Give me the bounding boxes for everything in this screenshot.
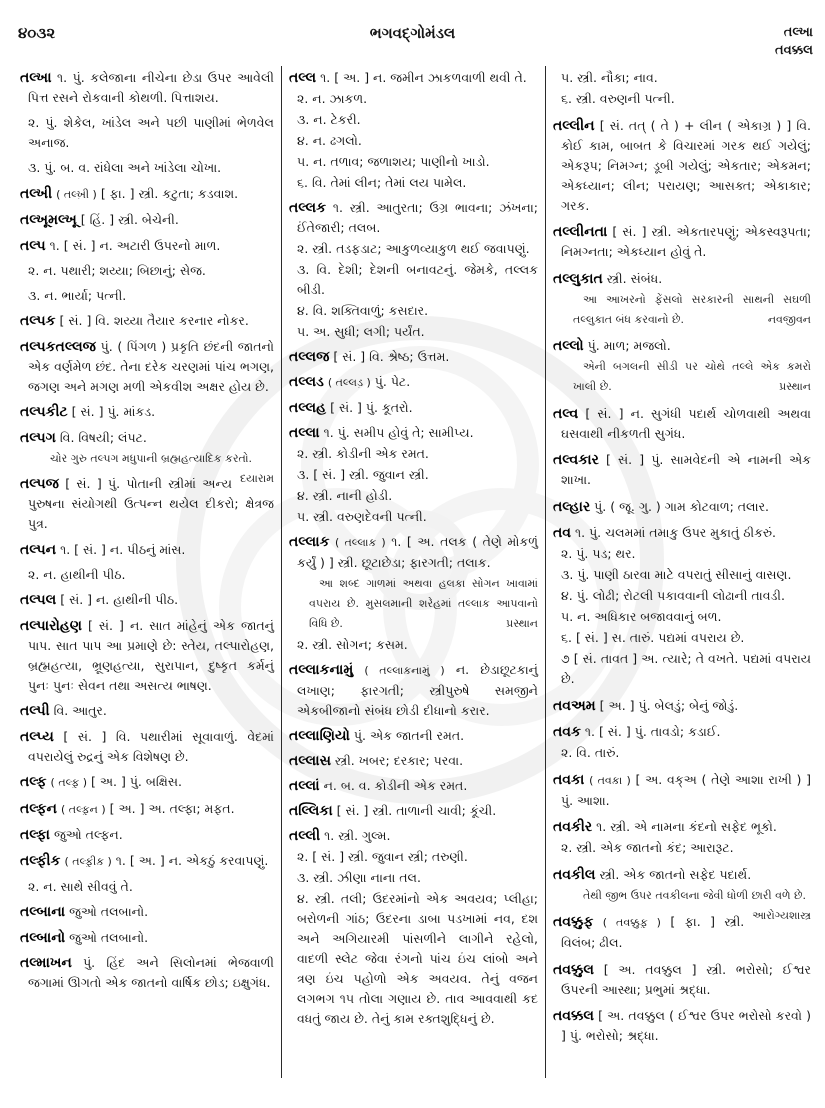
sense-line: ૨. ન. પથારી; શય્યા; બિછાનું; સેજ.: [28, 262, 206, 278]
headword: તવક્કુલ: [553, 961, 594, 978]
definition-text: ૧. [ અ. તલક ( તેણે મોકળું કર્યું ) ] સ્ત્રી. છૂટાછેડા; ફારગતી; તલાક.: [297, 534, 538, 570]
definition-text: વિ. વિષયી; લંપટ.: [59, 429, 147, 445]
citation-quote: [289, 574, 538, 634]
headword: તલ્પ્ય: [20, 728, 54, 745]
dictionary-entry: [289, 726, 538, 746]
dictionary-entry: [553, 1006, 811, 1046]
definition-text: [ સં. ] વિ. શ્રેષ્ઠ; ઉત્તમ.: [333, 349, 450, 364]
dictionary-entry: [553, 269, 811, 289]
headword: તલ્વકાર: [553, 452, 599, 468]
sense-line: ૨. પું. શેકેલ, ખાંડેલ અને પછી પાણીમાં ભેળવેલ અનાજ.: [28, 115, 274, 150]
headword: તલ્લાં: [289, 778, 320, 794]
sense-line: ૨. [ સં. ] સ્ત્રી. જુવાન સ્ત્રી; તરુણી.: [297, 849, 468, 864]
dictionary-entry: [289, 198, 538, 238]
quote-text: તેથી જીભ ઉપર તવકીલના જેવી ધોળી છારી વળે છે.: [583, 888, 807, 902]
citation-quote: [553, 290, 811, 330]
definition-text: પું. પેટ.: [374, 374, 411, 389]
dictionary-entry: [553, 960, 811, 1000]
headword: તલ્પલ: [20, 592, 57, 608]
headword: તલ્હાર: [553, 498, 591, 515]
dictionary-entry: [20, 851, 274, 872]
dictionary-entry: [289, 347, 538, 367]
sense-line: ૩. પું. પાણી ઠારવા માટે વપરાતું સીસાનું વાસણ.: [561, 567, 792, 582]
definition-text: ૧. સ્ત્રી. આતુરતા; ઉગ્ર ભાવના; ઝંખના; ઈંતેજારી; તલબ.: [297, 200, 538, 235]
definition-text: [ સં. ] પું. પોતાની સ્ત્રીમાં અન્ય પુરુષના સંયોગથી ઉત્પન્ન થયેલ દીકરો; ક્ષેત્રજ પુત્ર.: [28, 476, 274, 531]
definition-text: [ સં. ] વિ. શય્યા તૈયાર કરનાર નોકર.: [59, 313, 249, 328]
column-divider: [545, 66, 546, 1078]
headword: તલ્લો: [553, 338, 584, 354]
definition-text: ૧. સ્ત્રી. ગુલ્મ.: [324, 828, 391, 843]
headword: તલ્લીન: [553, 117, 595, 134]
dictionary-entry: [553, 817, 811, 837]
sense-line: ૭ [ સં. તાવત ] અ. ત્યારે; તે વખતે. પદ્યમાં વપરાય છે.: [561, 651, 811, 686]
dictionary-entry: [20, 701, 274, 721]
headword: તલ્ફા: [20, 827, 50, 843]
book-title: ભગવદ્ગોમંડલ: [369, 24, 456, 42]
definition-text: પું. ( જૂ. ગુ. ) ગામ કોટવાળ; તલાર.: [594, 498, 770, 514]
dictionary-entry: [20, 184, 274, 205]
dictionary-entry: [553, 222, 811, 262]
headword: તલ્લડ: [289, 374, 324, 390]
definition-text: પું. એક જાતની રમત.: [353, 728, 465, 743]
definition-text: [ સં. ] સ્ત્રી. તાળાની ચાવી; કૂંચી.: [336, 803, 497, 818]
headword: તલ્ખી: [20, 185, 53, 202]
quote-source: પ્રસ્થાન: [506, 617, 538, 630]
dictionary-entry: [553, 450, 811, 490]
sense-line: ૨. ન. હાથીની પીઠ.: [28, 566, 126, 582]
definition-text: સ્ત્રી. ખબર; દરકાર; પરવા.: [334, 753, 464, 768]
headword: તલ્પ: [20, 237, 46, 254]
definition-text: [ અ. તવક્કુલ ] સ્ત્રી. ભરોસો; ઈશ્વર ઉપરની આસ્થા; પ્રભુમાં શ્રદ્ધા.: [561, 961, 811, 997]
pronunciation: ( તલ્ફ઼ ): [50, 776, 87, 789]
dictionary-entry: [553, 336, 811, 356]
dictionary-entry: [553, 770, 811, 811]
sense-line: ૩. ન. ભાર્યા; પત્ની.: [28, 287, 127, 303]
definition-text: [ સં. ] ન. હાથીની પીઠ.: [60, 592, 179, 607]
dictionary-entry: [20, 902, 274, 922]
dictionary-entry: [289, 398, 538, 418]
dictionary-entry: [20, 337, 274, 397]
sense-line: ૬. [ સં. ] સ. તારું. પદ્યમાં વપરાય છે.: [561, 630, 745, 645]
definition-text: સ્ત્રી. એક જાતનો સફેદ પદાર્થ.: [599, 866, 752, 882]
definition-text: જુઓ તલબાનો.: [69, 904, 149, 919]
definition-text: ન. છેડાછૂટકાનું લખાણ; ફારગતી; સ્ત્રીપુરુષે સમજીને એકબીજાનો સંબંધ છોડી દીધાનો કરાર.: [297, 662, 538, 718]
pronunciation: ( તલ્લાક઼ ): [335, 536, 386, 549]
headword: તવઅમ: [553, 697, 596, 714]
guide-word-last: તવક્કલ: [775, 43, 813, 58]
headword: તલ્લાકનામું: [289, 662, 354, 678]
headword: તલ્ખા: [20, 70, 52, 86]
definition-text: [ સં. તત્ ( તે ) + લીન ( એકાગ્ર ) ] વિ. કોઈ કામ, બાબત કે વિચારમાં ગરક થઈ ગયેલું; એકરૂપ; નિમગ્ન; ડૂબી ગયેલું; એકતાર; એકમન; એકધ્યાન; લીન; પરાયણ; આસક્ત; એકાકાર; ગરક.: [561, 117, 811, 213]
headword: તલ્વ: [553, 405, 579, 422]
dictionary-entry: [20, 311, 274, 331]
definition-text: [ સં. ] પું. સામવેદની એ નામની એક શાખા.: [561, 452, 811, 487]
pronunciation: ( તલ્લડ઼ ): [327, 376, 371, 389]
dictionary-entry: [20, 402, 274, 422]
dictionary-entry: [20, 825, 274, 845]
headword: તલ્લાણિયો: [289, 728, 350, 744]
definition-text: પું. ( પિંગળ ) પ્રકૃતિ છંદની જાતનો એક વર્ણમેળ છંદ. તેના દરેક ચરણમાં પાંચ ભગણ, જગણ અને મગણ મળી એકવીશ અક્ષર હોય છે.: [28, 338, 274, 394]
definition-text: [ સં. ] સ્ત્રી. એકતારપણું; એકસ્વરૂપતા; નિમગ્નતા; એકધ્યાન હોવું તે.: [561, 224, 811, 259]
dictionary-entry: [20, 474, 274, 534]
sense-line: ૪. વિ. શક્તિવાળું; કસદાર.: [297, 303, 429, 318]
dictionary-entry: [553, 404, 811, 444]
sense-line: ૨. પું. પડ; થર.: [561, 546, 636, 561]
headword: તલ્બાના: [20, 904, 66, 920]
sense-line: ૩. ન. ટેકરી.: [297, 112, 361, 127]
column-middle: [289, 68, 538, 1029]
headword: તલ્લ: [289, 70, 317, 86]
headword: તલ્પજ: [20, 476, 59, 492]
dictionary-entry: [20, 590, 274, 610]
dictionary-entry: [289, 423, 538, 443]
headword: તલ્પી: [20, 703, 50, 719]
sense-line: ૨. ન. સાથે સીવવું તે.: [28, 878, 133, 894]
dictionary-entry: [289, 826, 538, 846]
headword: તવક્કુફ: [553, 914, 594, 930]
dictionary-entry: [20, 799, 274, 820]
quote-source: દયારામ: [239, 471, 274, 485]
definition-text: [ સં. ] ન. સુગંધી પદાર્થ ચોળવાથી અથવા ઘસવાથી નીકળતી સુગંધ.: [561, 405, 811, 441]
quote-text: એની બગલની સીડી પર ચોથે તલ્લે એક કમરો ખાલી છે.: [573, 360, 811, 393]
definition-text: [ હિં. ] સ્ત્રી. બેચેની.: [80, 212, 179, 227]
dictionary-entry: [289, 801, 538, 821]
headword: તલ્ખૂમલ્ખૂ: [20, 212, 77, 228]
headword: તલ્પારોહણ: [20, 617, 82, 634]
headword: તલ્લાસ: [289, 753, 331, 769]
definition-text: [ અ. તવક્કુલ ( ઈશ્વર ઉપર ભરોસો કરવો ) ] પું. ભરોસો; શ્રદ્ધા.: [561, 1008, 811, 1043]
headword: તલ્લાક: [289, 534, 330, 550]
headword: તલ્બાનો: [20, 929, 66, 946]
pronunciation: ( તવક્કુફ઼ ): [602, 916, 661, 929]
sense-line: ૪. પું. લોઢી; રોટલી પકાવવાની લોઢાની તાવડી.: [561, 588, 785, 603]
sense-line: ૨. ન. ઝાકળ.: [297, 91, 368, 106]
definition-text: [ સં. ] વિ. પથારીમાં સૂવાવાળું. વેદમાં વપરાયેલું રુદ્રનું એક વિશેષણ છે.: [28, 728, 274, 764]
sense-line: ૩. વિ. દેશી; દેશની બનાવટનું. જેમકે, તલ્લક બીડી.: [297, 262, 538, 297]
column-divider: [281, 66, 282, 1078]
definition-text: [ અ. ] અ. તલ્ફા; મફત.: [109, 800, 235, 816]
headword: તલ્લીનતા: [553, 224, 608, 240]
dictionary-entry: [553, 497, 811, 517]
headword: તલ્પકીટ: [20, 404, 68, 420]
sense-line: ૨. સ્ત્રી. કોડીની એક રમત.: [297, 446, 429, 461]
definition-text: વિ. આતુર.: [53, 703, 107, 718]
citation-quote: [553, 357, 811, 397]
quote-text: ચોર ગુરુ તલ્પગ મધુપાની બ્રહ્મહત્યાદિક કરતો.: [50, 451, 253, 465]
quote-source: નવજીવન: [767, 312, 811, 326]
sense-line: ૪. સ્ત્રી. તલી; ઉદરમાંનો એક અવયવ; પ્લીહા; બરોળની ગાંઠ; ઉદરના ડાબા પડખામાં નવ, દશ અને અગિયારમી પાંસળીને લાગીને રહેલો, વાદળી સ્લેટ જેવા રંગનો પાંચ ઇંચ લાંબો અને ત્રણ ઇંચ પહોળો એક અવયવ. તેનું વજન લગભગ ૧૫ તોલા ગણાય છે. તાવ આવવાથી કદ વધતું જાય છે. તેનું કામ રક્તશુદ્ધિનું છે.: [297, 891, 538, 1026]
definition-text: પું. માળ; મજલો.: [587, 338, 671, 353]
headword: તલ્ફ: [20, 774, 47, 790]
sense-line: ૫. સ્ત્રી. નૌકા; નાવ.: [561, 70, 658, 85]
sense-line: ૬. વિ. તેમાં લીન; તેમાં લય પામેલ.: [297, 175, 467, 190]
definition-text: પું. હિંદ અને સિલોનમાં ભેજવાળી જગામાં ઊગતો એક જાતનો વાર્ષિક છોડ; ઇક્ષુગંધ.: [28, 955, 274, 990]
dictionary-entry: [553, 696, 811, 716]
dictionary-entry: [553, 912, 811, 953]
pronunciation: ( તલ્ફ઼ીક઼ ): [64, 854, 112, 868]
definition-text: ૧. પું. સમીપ હોવું તે; સામીપ્ય.: [323, 425, 474, 440]
definition-text: [ સં. ] ન. સાત માંહેનું એક જાતનું પાપ. સાત પાપ આ પ્રમાણે છે: સ્તેય, તલ્પારોહણ, બ્રહ્મહત્યા, ભ્રૂણહત્યા, સુરાપાન, દુષ્કૃત કર્મનું પુનઃ પુનઃ સેવન તથા અસત્ય ભાષણ.: [28, 617, 274, 693]
headword: તવકીલ: [553, 866, 596, 883]
definition-text: ૧. [ અ. ] ન. જમીન ઝાકળવાળી થવી તે.: [320, 70, 527, 85]
definition-text: ૧. [ સં. ] ન. પીઠનું માંસ.: [60, 541, 186, 557]
headword: તવકીર: [553, 819, 593, 835]
dictionary-entry: [20, 928, 274, 948]
dictionary-entry: [289, 68, 538, 88]
definition-text: ૧. પું. ચલમમાં તમાકુ ઉપર મુકાતું ઠીકરું.: [575, 525, 777, 540]
dictionary-entry: [20, 540, 274, 560]
sense-line: ૨. વિ. તારું.: [561, 745, 620, 760]
headword: તલ્લા: [289, 425, 320, 441]
sense-line: ૬. સ્ત્રી. વરુણની પત્ની.: [561, 91, 675, 106]
quote-source: પ્રસ્થાન: [779, 380, 811, 393]
quote-text: આ આખરનો ફેંસલો સરકારની સાથની સઘળી તલ્લુકાત બંધ કરવાનો છે.: [573, 292, 811, 326]
definition-text: ૧. સ્ત્રી. એ નામના કંદનો સફેદ ભૂકો.: [596, 819, 777, 834]
quote-text: આ શબ્દ ગાળમાં અથવા હલકા સોગન ખાવામાં વપરાય છે. મુસલમાની શરેહમાં તલ્લાક આપવાનો વિધિ છે.: [309, 577, 538, 630]
dictionary-entry: [20, 236, 274, 256]
dictionary-entry: [20, 68, 274, 108]
definition-text: જુઓ તલ્ફન.: [53, 827, 123, 842]
definition-text: [ અ. ] પું. બેલડું; બેનું જોડું.: [599, 697, 739, 713]
sense-line: ૨. સ્ત્રી. તડફડાટ; આકુળવ્યાકુળ થઈ જવાપણું.: [297, 241, 530, 256]
sense-line: ૫. ન. તળાવ; જળાશય; પાણીનો ખાડો.: [297, 154, 490, 169]
definition-text: સ્ત્રી. સંબંધ.: [606, 270, 663, 286]
dictionary-entry: [289, 776, 538, 796]
headword: તલ્માખન: [20, 955, 72, 971]
headword: તલ્લુકાત: [553, 270, 603, 287]
definition-text: [ સં. ] પું. કૂતરો.: [330, 400, 413, 415]
dictionary-entry: [289, 532, 538, 573]
page-number: ૪૦૩૨: [18, 24, 56, 42]
guide-words: [775, 24, 813, 60]
sense-line: ૪. સ્ત્રી. નાની હોડી.: [297, 488, 393, 503]
column-left: [20, 68, 274, 993]
definition-text: ૧. [ અ. ] ન. એકઠું કરવાપણું.: [115, 852, 269, 868]
sense-line: ૨. સ્ત્રી. એક જાતનો કંદ; આરારૂટ.: [561, 840, 734, 855]
pronunciation: ( તલ્ફ઼ન ): [60, 802, 106, 816]
headword: તવકા: [553, 771, 585, 788]
sense-line: ૩. પું. બ. વ. રાંધેલા અને ખાંડેલા ચોખા.: [28, 160, 222, 175]
dictionary-entry: [289, 660, 538, 721]
headword: તલ્લિકા: [289, 803, 333, 819]
headword: તવક: [553, 724, 581, 740]
pronunciation: ( તવક઼ા ): [589, 773, 631, 787]
column-right: [553, 68, 811, 1046]
headword: તલ્પગ: [20, 429, 56, 446]
sense-line: ૩. સ્ત્રી. ઝીણા નાના તલ.: [297, 870, 421, 885]
definition-text: જુઓ તલબાનો.: [69, 929, 149, 945]
dictionary-entry: [20, 210, 274, 230]
headword: તલ્પન: [20, 541, 57, 558]
headword: તલ્પક: [20, 313, 56, 329]
sense-line: ૫. સ્ત્રી. વરુણદેવની પત્ની.: [297, 509, 427, 524]
sense-line: ૪. ન. ઢગલો.: [297, 133, 362, 148]
definition-text: [ ફા. ] સ્ત્રી. વિલંબ; ઢીલ.: [561, 914, 745, 950]
sense-line: ૫. અ. સુધી; લગી; પર્યંત.: [297, 324, 425, 339]
headword: તલ્લી: [289, 828, 321, 844]
definition-text: [ અ. ] પું. બક્ષિસ.: [90, 774, 182, 789]
headword: તલ્લહ: [289, 400, 327, 416]
pronunciation: ( તલ્લાક઼નામું ): [364, 664, 445, 677]
guide-word-first: તલ્ખા: [783, 25, 813, 40]
dictionary-entry: [20, 772, 274, 793]
definition-text: ન. બ. વ. કોડીની એક રમત.: [323, 778, 468, 793]
headword: તલ્ફીક: [20, 852, 61, 869]
sense-line: ૨. સ્ત્રી. સોગન; કસમ.: [297, 637, 408, 652]
dictionary-entry: [20, 727, 274, 767]
sense-line: ૫. ન. અધિકાર બજાવવાનું બળ.: [561, 609, 722, 624]
headword: તવક્કલ: [553, 1008, 594, 1024]
definition-text: [ ફા. ] સ્ત્રી. કટુતા; કડવાશ.: [100, 185, 239, 201]
dictionary-entry: [553, 722, 811, 742]
definition-text: ૧. પું. કલેજાના નીચેના છેડા ઉપર આવેલી પિત્ત રસને રોકવાની કોથળી. પિત્તાશય.: [28, 70, 274, 105]
quote-source: આરોગ્યશાસ્ત્ર: [752, 908, 811, 922]
dictionary-entry: [20, 428, 274, 448]
sense-line: ૩. [ સં. ] સ્ત્રી. જુવાન સ્ત્રી.: [297, 467, 429, 482]
dictionary-entry: [20, 616, 274, 696]
headword: તલ્લજ: [289, 349, 330, 365]
definition-text: ૧. [ સં. ] પું. તાવડો; કડાઈ.: [584, 724, 721, 739]
headword: તલ્ફન: [20, 800, 57, 817]
dictionary-entry: [553, 865, 811, 885]
dictionary-entry: [20, 953, 274, 993]
definition-text: [ અ. વક્અ ( તેણે આશા રાખી ) ] પું. આશા.: [561, 771, 811, 808]
dictionary-entry: [553, 116, 811, 216]
headword: તવ: [553, 525, 572, 541]
dictionary-entry: [289, 751, 538, 771]
dictionary-entry: [289, 372, 538, 393]
definition-text: ૧. [ સં. ] ન. અટારી ઉપરનો માળ.: [49, 237, 221, 253]
headword: તલ્લક: [289, 200, 327, 216]
pronunciation: ( તલ્ખ઼ી ): [56, 187, 97, 201]
headword: તલ્પકતલ્લજ: [20, 338, 96, 355]
definition-text: [ સં. ] પું. માંકડ.: [71, 404, 156, 419]
dictionary-entry: [553, 523, 811, 543]
